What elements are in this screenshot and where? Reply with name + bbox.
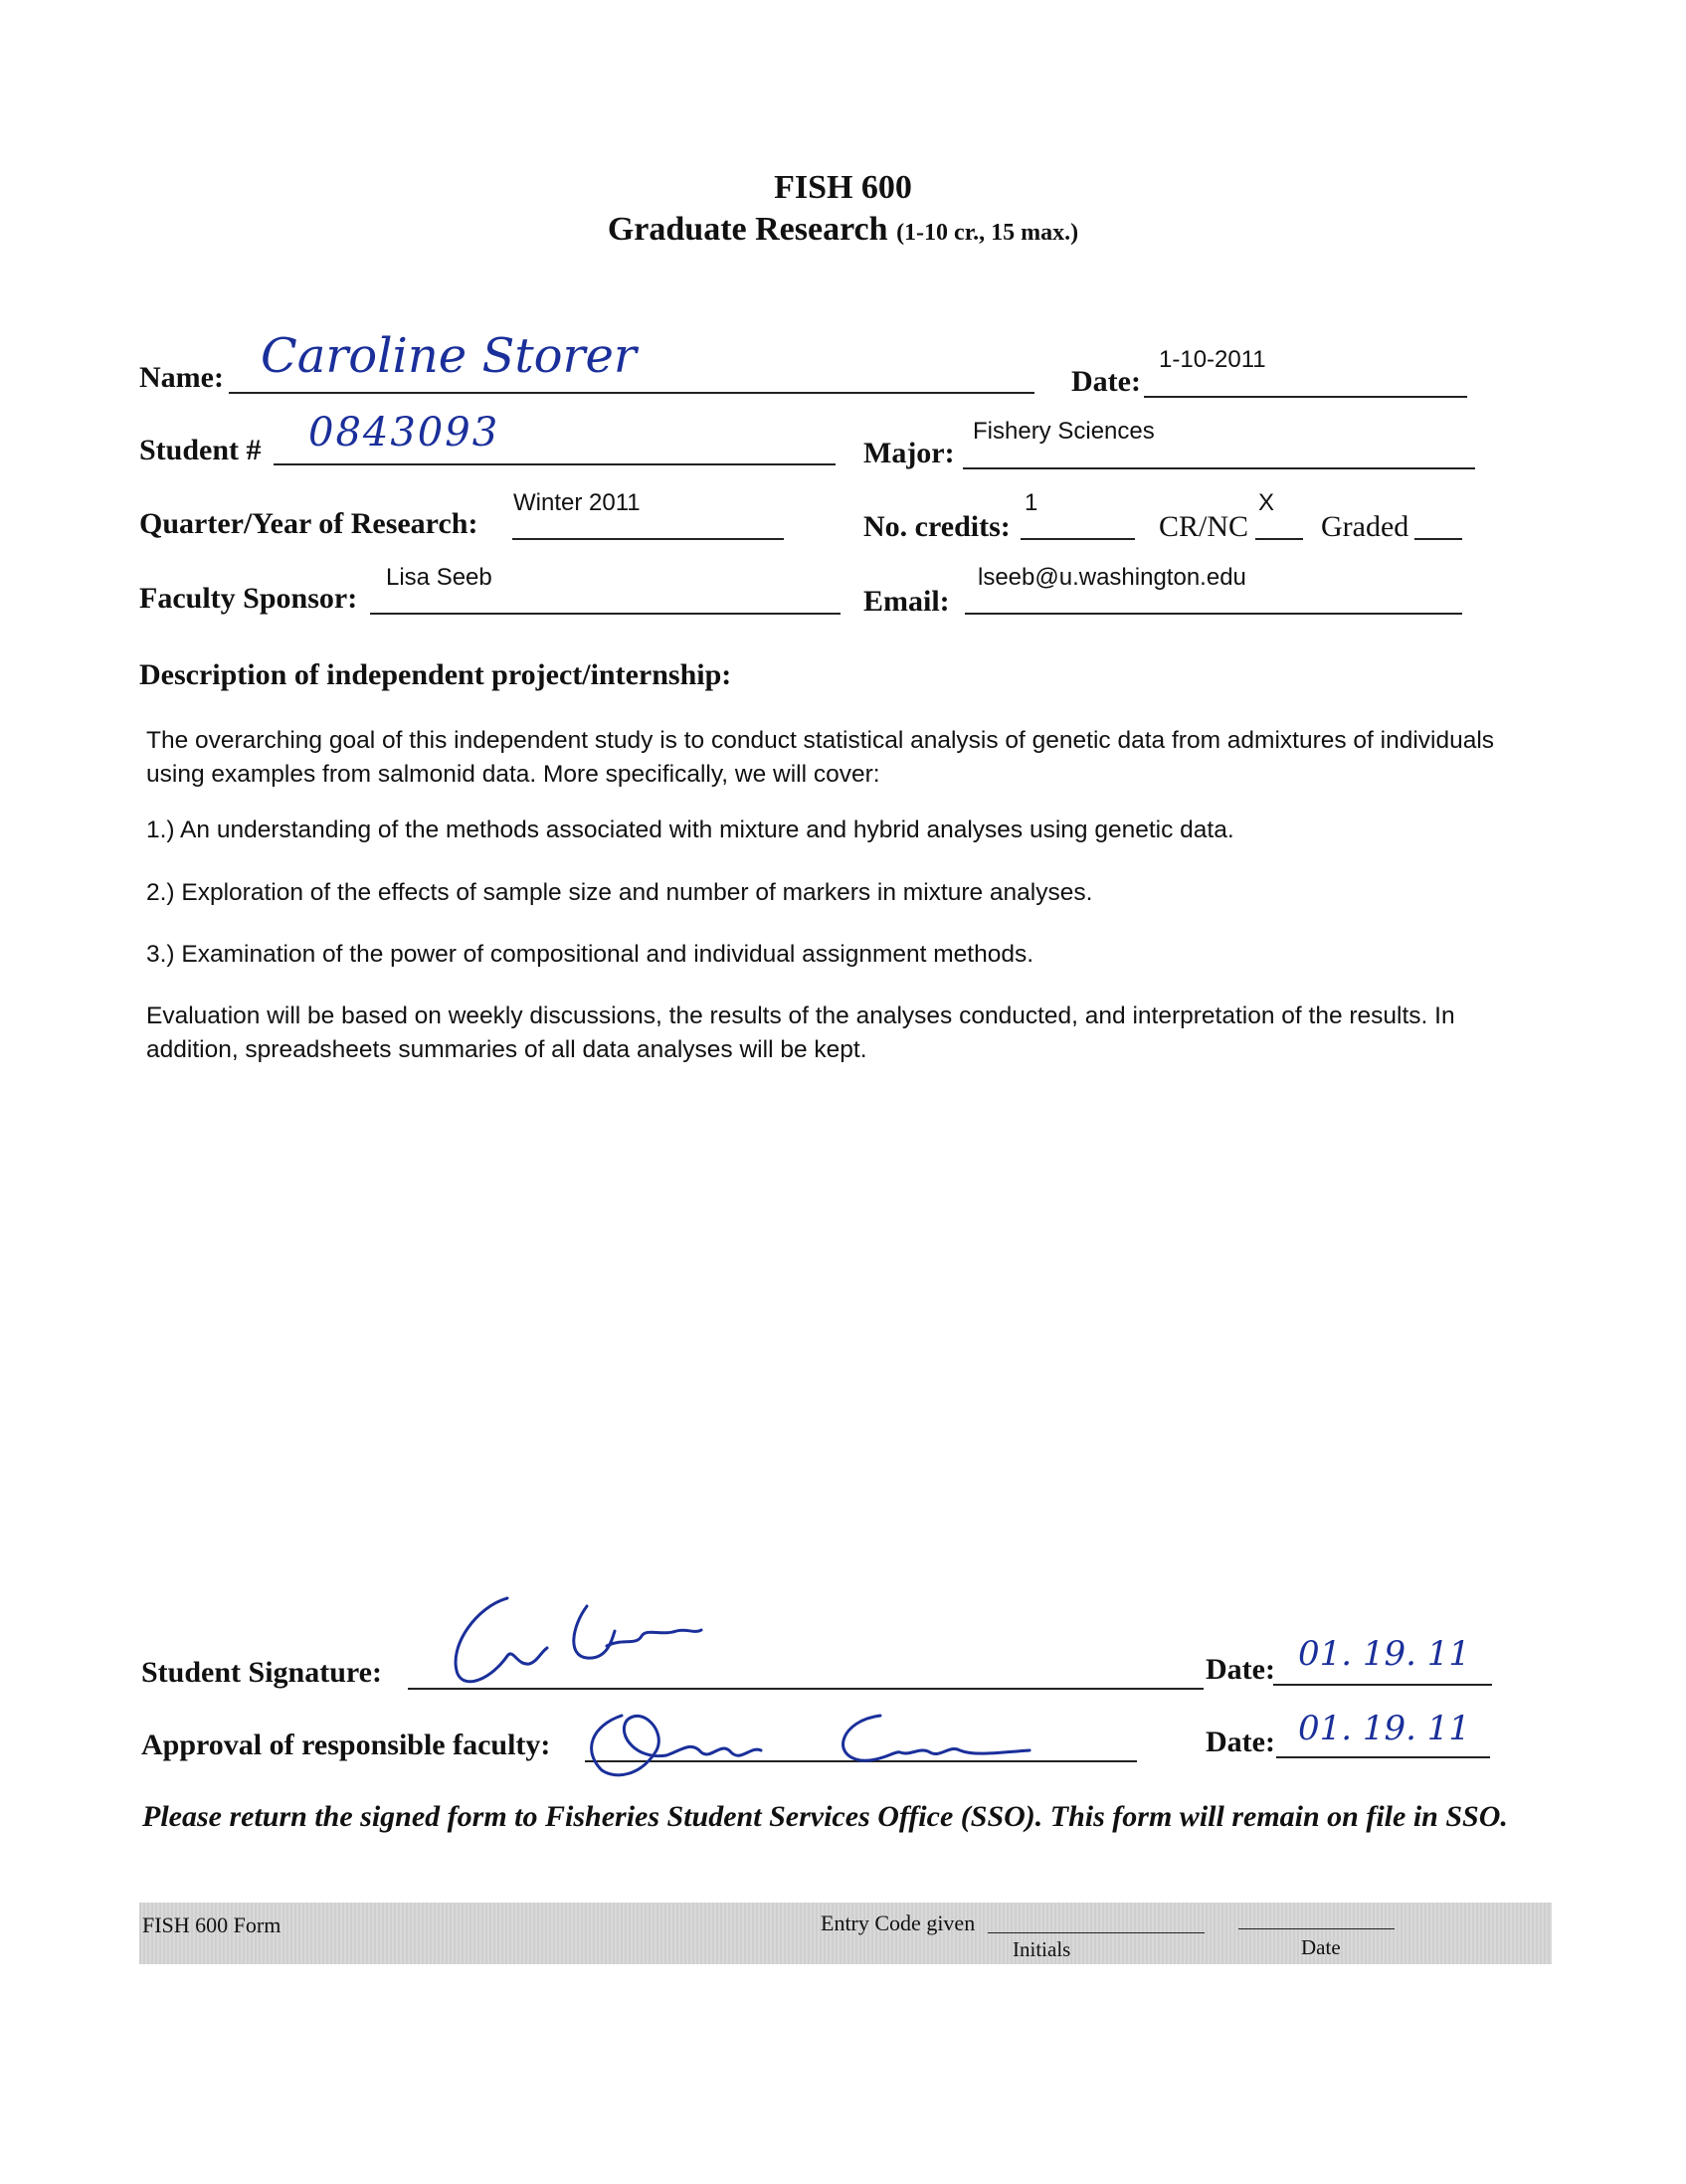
quarter-value[interactable]: Winter 2011 (513, 489, 641, 516)
form-title-text: Graduate Research (607, 211, 888, 248)
date-value[interactable]: 1-10-2011 (1159, 346, 1266, 373)
major-label: Major: (863, 437, 955, 469)
student-date-label: Date: (1206, 1653, 1275, 1686)
crnc-label: CR/NC (1159, 510, 1249, 543)
name-line (229, 392, 1034, 394)
crnc-checkbox[interactable]: X (1258, 489, 1275, 516)
description-intro: The overarching goal of this independent study is to conduct statistical analysis of genetic data from admixtures of individuals using examples from salmonid data. More specifically, we will cover: (146, 727, 1495, 788)
credits-note: (1-10 cr., 15 max.) (896, 220, 1079, 246)
description-heading: Description of independent project/internship: (139, 658, 732, 691)
student-number-value[interactable]: 0843093 (308, 410, 500, 455)
faculty-date-label: Date: (1206, 1726, 1275, 1758)
student-date-line (1273, 1684, 1492, 1686)
credits-value[interactable]: 1 (1025, 489, 1038, 516)
crnc-line (1255, 538, 1303, 540)
description-item-2: 2.) Exploration of the effects of sample size and number of markers in mixture analyses. (146, 879, 1093, 906)
quarter-line (512, 538, 784, 540)
faculty-approval-label: Approval of responsible faculty: (141, 1729, 551, 1761)
email-value[interactable]: lseeb@u.washington.edu (978, 564, 1246, 591)
student-number-label: Student # (139, 434, 262, 466)
initials-label: Initials (1013, 1937, 1071, 1961)
faculty-date[interactable]: 01. 19. 11 (1298, 1709, 1471, 1748)
entry-date-label: Date (1301, 1935, 1341, 1959)
form-name: FISH 600 Form (142, 1912, 281, 1937)
student-signature-label: Student Signature: (141, 1656, 382, 1689)
name-label: Name: (139, 361, 224, 394)
credits-label: No. credits: (863, 510, 1011, 543)
student-number-line (274, 463, 836, 465)
email-label: Email: (863, 585, 950, 618)
graded-label: Graded (1321, 510, 1409, 543)
return-notice: Please return the signed form to Fisheries Student Services Office (SSO). This form will remain on file in SSO. (142, 1800, 1508, 1833)
sponsor-line (370, 613, 841, 615)
description-item-1: 1.) An understanding of the methods associated with mixture and hybrid analyses using genetic data. (146, 817, 1234, 843)
entry-code-label: Entry Code given (821, 1911, 976, 1935)
entry-date-line (1238, 1928, 1395, 1929)
student-signature[interactable] (438, 1586, 716, 1696)
faculty-signature[interactable] (582, 1681, 1039, 1790)
faculty-date-line (1276, 1756, 1490, 1758)
sponsor-label: Faculty Sponsor: (139, 582, 358, 615)
form-title (0, 211, 1686, 249)
course-title: FISH 600 (774, 169, 912, 206)
credits-line (1021, 538, 1135, 540)
date-label: Date: (1071, 365, 1141, 398)
date-line (1144, 396, 1467, 398)
quarter-label: Quarter/Year of Research: (139, 507, 478, 540)
student-date[interactable]: 01. 19. 11 (1298, 1634, 1471, 1674)
graded-line (1414, 538, 1462, 540)
major-line (963, 467, 1475, 469)
entry-code-line (988, 1932, 1205, 1933)
major-value[interactable]: Fishery Sciences (973, 418, 1155, 445)
name-value[interactable]: Caroline Storer (261, 328, 637, 384)
description-item-3: 3.) Examination of the power of compositional and individual assignment methods. (146, 941, 1034, 968)
email-line (965, 613, 1462, 615)
sponsor-value[interactable]: Lisa Seeb (386, 564, 492, 591)
description-evaluation: Evaluation will be based on weekly discussions, the results of the analyses conducted, and interpretation of the results. In addition, spreadsheets summaries of all data analyses will be kept. (146, 1002, 1455, 1063)
